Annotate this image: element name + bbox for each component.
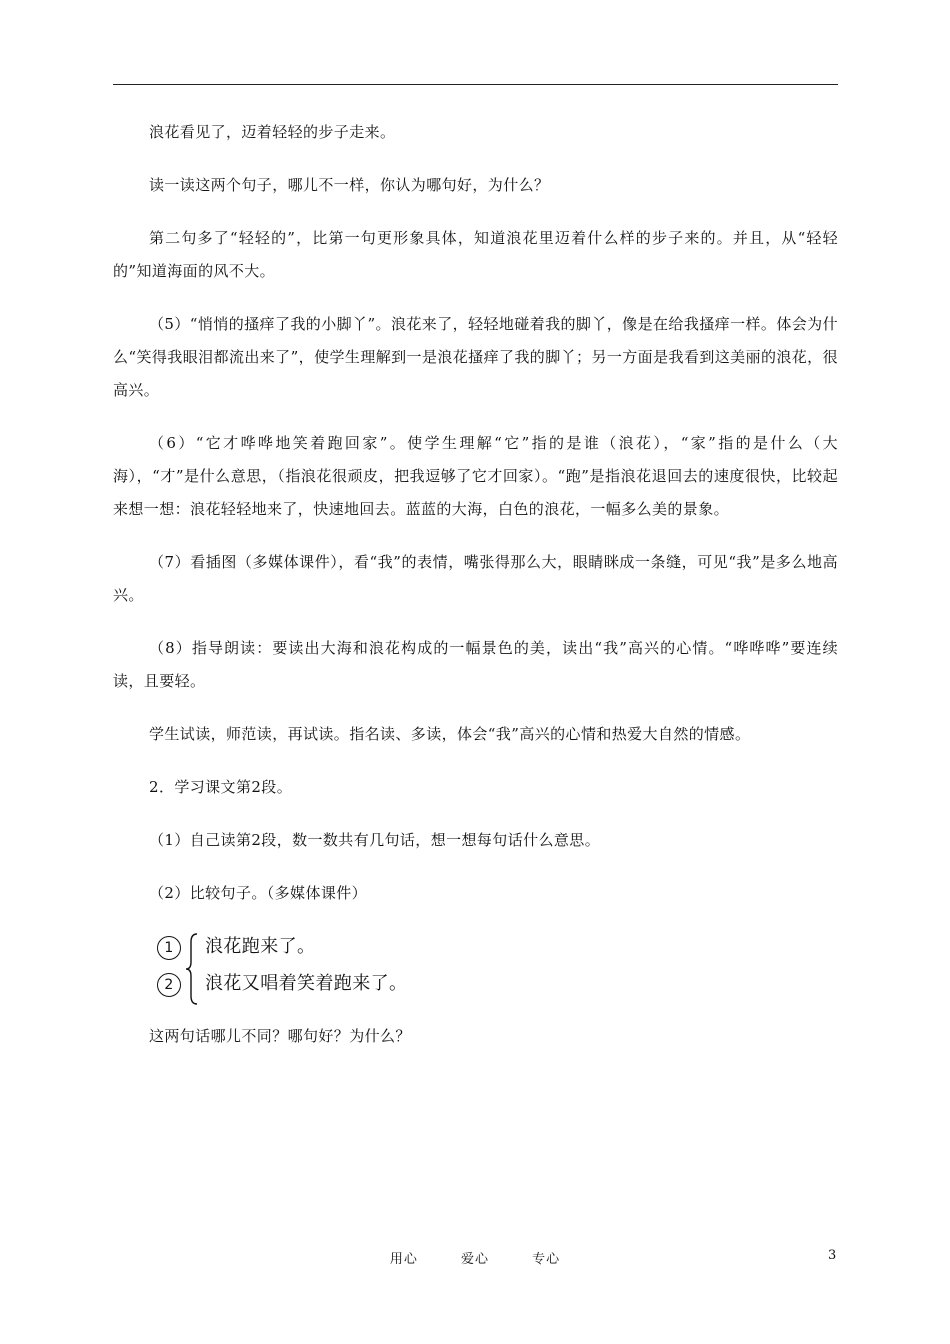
closing-question: 这两句话哪儿不同？哪句好？为什么？ (149, 1027, 411, 1045)
page-number: 3 (828, 1248, 837, 1263)
paragraph: （6）“它才哗哗地笑着跑回家”。使学生理解“它”指的是谁（浪花），“家”指的是什么（大海），“才”是什么意思，（指浪花很顽皮，把我逗够了它才回家）。“跑”是指浪花退回去的速度很快，比较起来想一想：浪花轻轻地来了，快速地回去。蓝蓝的大海，白色的浪花，一幅多么美的景象。 (113, 434, 838, 518)
paragraph: （5）“悄悄的搔痒了我的小脚丫”。浪花来了，轻轻地碰着我的脚丫，像是在给我搔痒一样。体会为什么“笑得我眼泪都流出来了”，使学生理解到一是浪花搔痒了我的脚丫；另一方面是我看到这美丽的浪花，很高兴。 (113, 315, 838, 399)
paragraph: 学生试读，师范读，再试读。指名读、多读，体会“我”高兴的心情和热爱大自然的情感。 (149, 725, 751, 743)
brace-icon (185, 932, 199, 1006)
paragraph: （1）自己读第2段，数一数共有几句话，想一想每句话什么意思。 (149, 831, 601, 849)
comparison-sentence-1: 浪花跑来了。 (205, 936, 316, 957)
sentence-comparison-figure (157, 930, 838, 1006)
footer-motto-3: 专心 (532, 1252, 561, 1267)
paragraph: 浪花看见了，迈着轻轻的步子走来。 (149, 123, 396, 141)
document-body (113, 116, 838, 1073)
paragraph: 第二句多了“轻轻的”，比第一句更形象具体，知道浪花里迈着什么样的步子来的。并且，从“轻轻的”知道海面的风不大。 (113, 229, 838, 280)
footer-motto-1: 用心 (389, 1252, 418, 1267)
footer-motto-2: 爱心 (460, 1252, 489, 1267)
footer-motto (0, 1248, 950, 1267)
header-rule (113, 84, 838, 85)
paragraph: （7）看插图（多媒体课件），看“我”的表情，嘴张得那么大，眼睛眯成一条缝，可见“我”是多么地高兴。 (113, 553, 838, 604)
paragraph: 2．学习课文第2段。 (149, 778, 293, 796)
comparison-sentence-2: 浪花又唱着笑着跑来了。 (205, 973, 408, 994)
circled-number-1: 1 (157, 936, 181, 960)
paragraph: 读一读这两个句子，哪儿不一样，你认为哪句好，为什么？ (149, 176, 550, 194)
circled-number-2: 2 (157, 973, 181, 997)
paragraph: （8）指导朗读：要读出大海和浪花构成的一幅景色的美，读出“我”高兴的心情。“哗哗哗”要连续读，且要轻。 (113, 639, 838, 690)
paragraph: （2）比较句子。（多媒体课件） (149, 884, 368, 902)
